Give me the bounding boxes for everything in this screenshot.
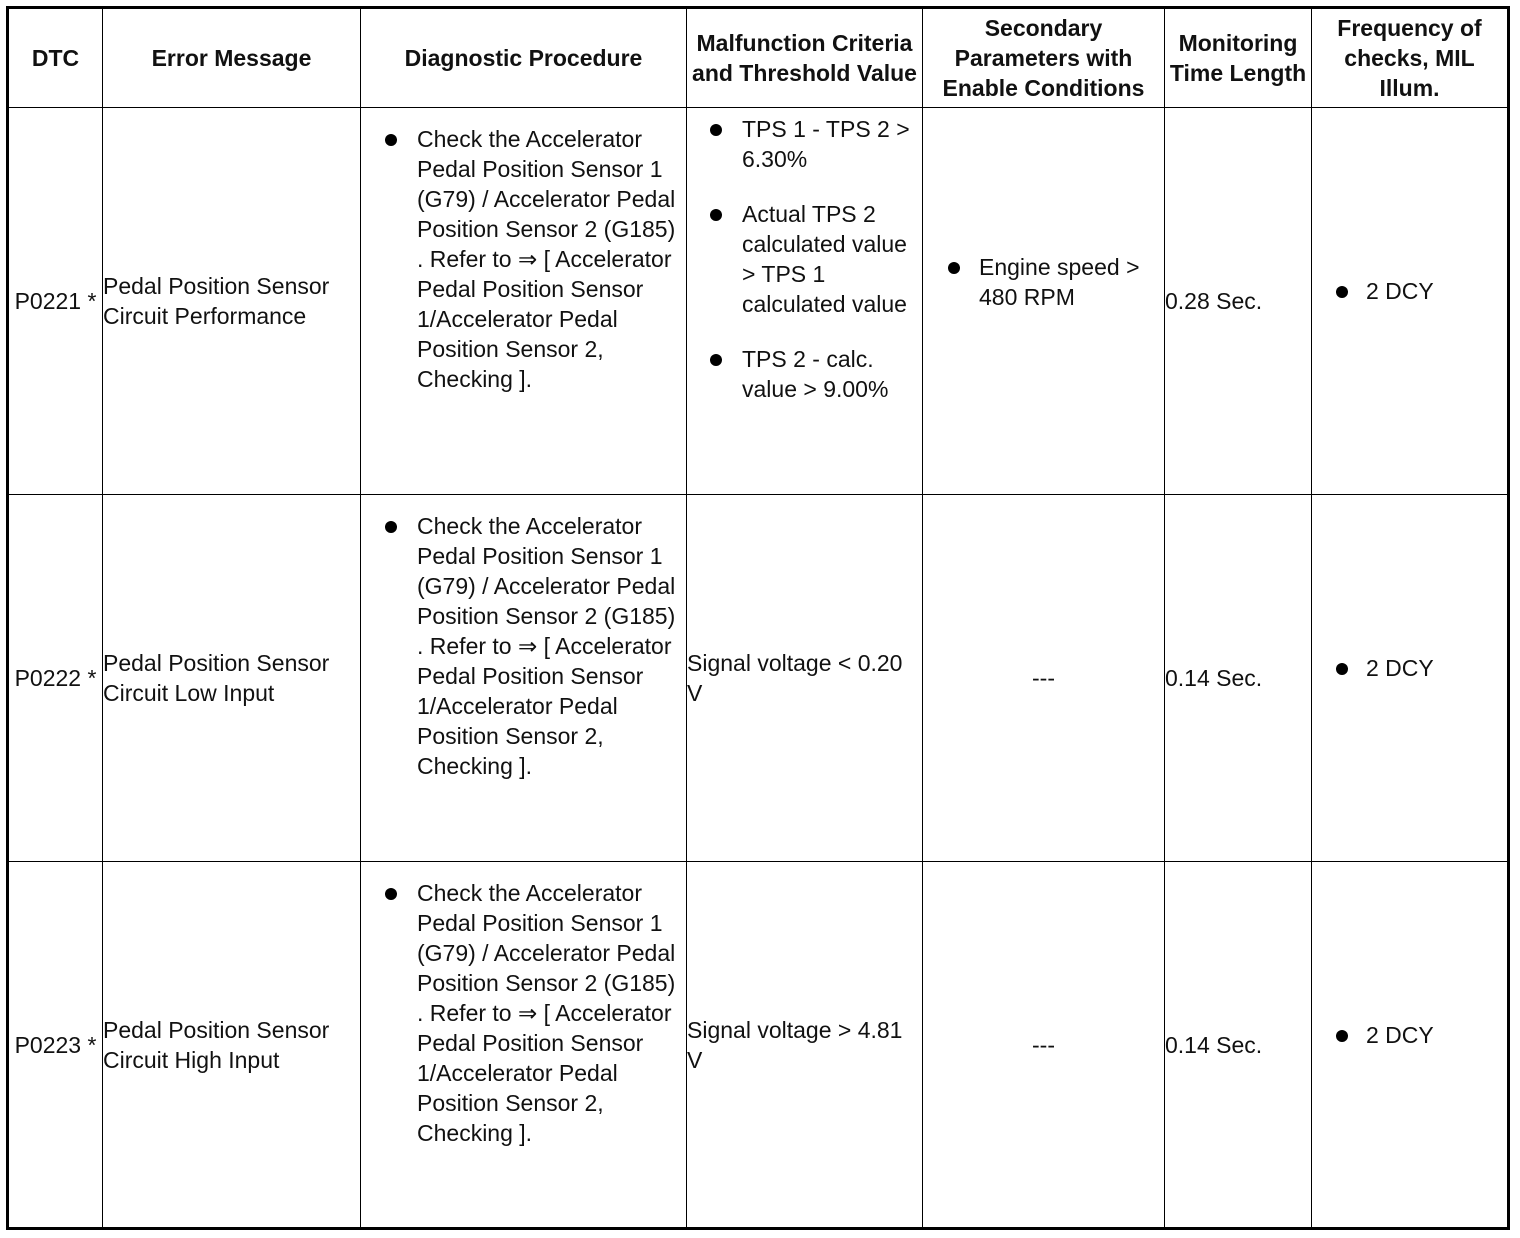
error-message: Pedal Position Sensor Circuit High Input (103, 862, 361, 1229)
diagnostic-procedure (361, 495, 687, 862)
table-row (8, 862, 1509, 1229)
error-message: Pedal Position Sensor Circuit Performance (103, 108, 361, 495)
malfunction-criteria: Signal voltage < 0.20 V (687, 495, 923, 862)
error-message: Pedal Position Sensor Circuit Low Input (103, 495, 361, 862)
monitoring-time: 0.14 Sec. (1165, 862, 1312, 1229)
malfunction-criteria (687, 108, 923, 495)
header-malfunction-criteria: Malfunction Criteria and Threshold Value (687, 8, 923, 108)
header-row (8, 8, 1509, 108)
criteria-item: Actual TPS 2 calculated value > TPS 1 calculated value (687, 199, 922, 319)
secondary-parameters: --- (923, 862, 1165, 1229)
secondary-item: Engine speed > 480 RPM (923, 252, 1164, 312)
dtc-table (6, 6, 1510, 1230)
diagnostic-procedure (361, 862, 687, 1229)
frequency-item: 2 DCY (1312, 1020, 1507, 1050)
procedure-item: Check the Accelerator Pedal Position Sensor 1 (G79) / Accelerator Pedal Position Sensor 2 (G185) . Refer to ⇒ [ Accelerator Pedal Position Sensor 1/Accelerator Pedal Position Sensor 2, Checking ]. (361, 878, 686, 1148)
secondary-parameters (923, 108, 1165, 495)
header-error-message: Error Message (103, 8, 361, 108)
criteria-item: TPS 1 - TPS 2 > 6.30% (687, 114, 922, 174)
monitoring-time: 0.28 Sec. (1165, 108, 1312, 495)
procedure-item: Check the Accelerator Pedal Position Sensor 1 (G79) / Accelerator Pedal Position Sensor 2 (G185) . Refer to ⇒ [ Accelerator Pedal Position Sensor 1/Accelerator Pedal Position Sensor 2, Checking ]. (361, 124, 686, 394)
malfunction-criteria: Signal voltage > 4.81 V (687, 862, 923, 1229)
monitoring-time: 0.14 Sec. (1165, 495, 1312, 862)
header-diagnostic-procedure: Diagnostic Procedure (361, 8, 687, 108)
header-secondary-parameters: Secondary Parameters with Enable Conditions (923, 8, 1165, 108)
frequency-item: 2 DCY (1312, 276, 1507, 306)
dtc-code: P0222 * (8, 495, 103, 862)
header-frequency: Frequency of checks, MIL Illum. (1312, 8, 1509, 108)
criteria-item: TPS 2 - calc. value > 9.00% (687, 344, 922, 404)
frequency (1312, 495, 1509, 862)
table-row (8, 108, 1509, 495)
secondary-parameters: --- (923, 495, 1165, 862)
dtc-code: P0223 * (8, 862, 103, 1229)
frequency (1312, 108, 1509, 495)
procedure-item: Check the Accelerator Pedal Position Sensor 1 (G79) / Accelerator Pedal Position Sensor 2 (G185) . Refer to ⇒ [ Accelerator Pedal Position Sensor 1/Accelerator Pedal Position Sensor 2, Checking ]. (361, 511, 686, 781)
table-row (8, 495, 1509, 862)
frequency (1312, 862, 1509, 1229)
header-dtc: DTC (8, 8, 103, 108)
diagnostic-procedure (361, 108, 687, 495)
header-monitoring-time: Monitoring Time Length (1165, 8, 1312, 108)
dtc-code: P0221 * (8, 108, 103, 495)
frequency-item: 2 DCY (1312, 653, 1507, 683)
